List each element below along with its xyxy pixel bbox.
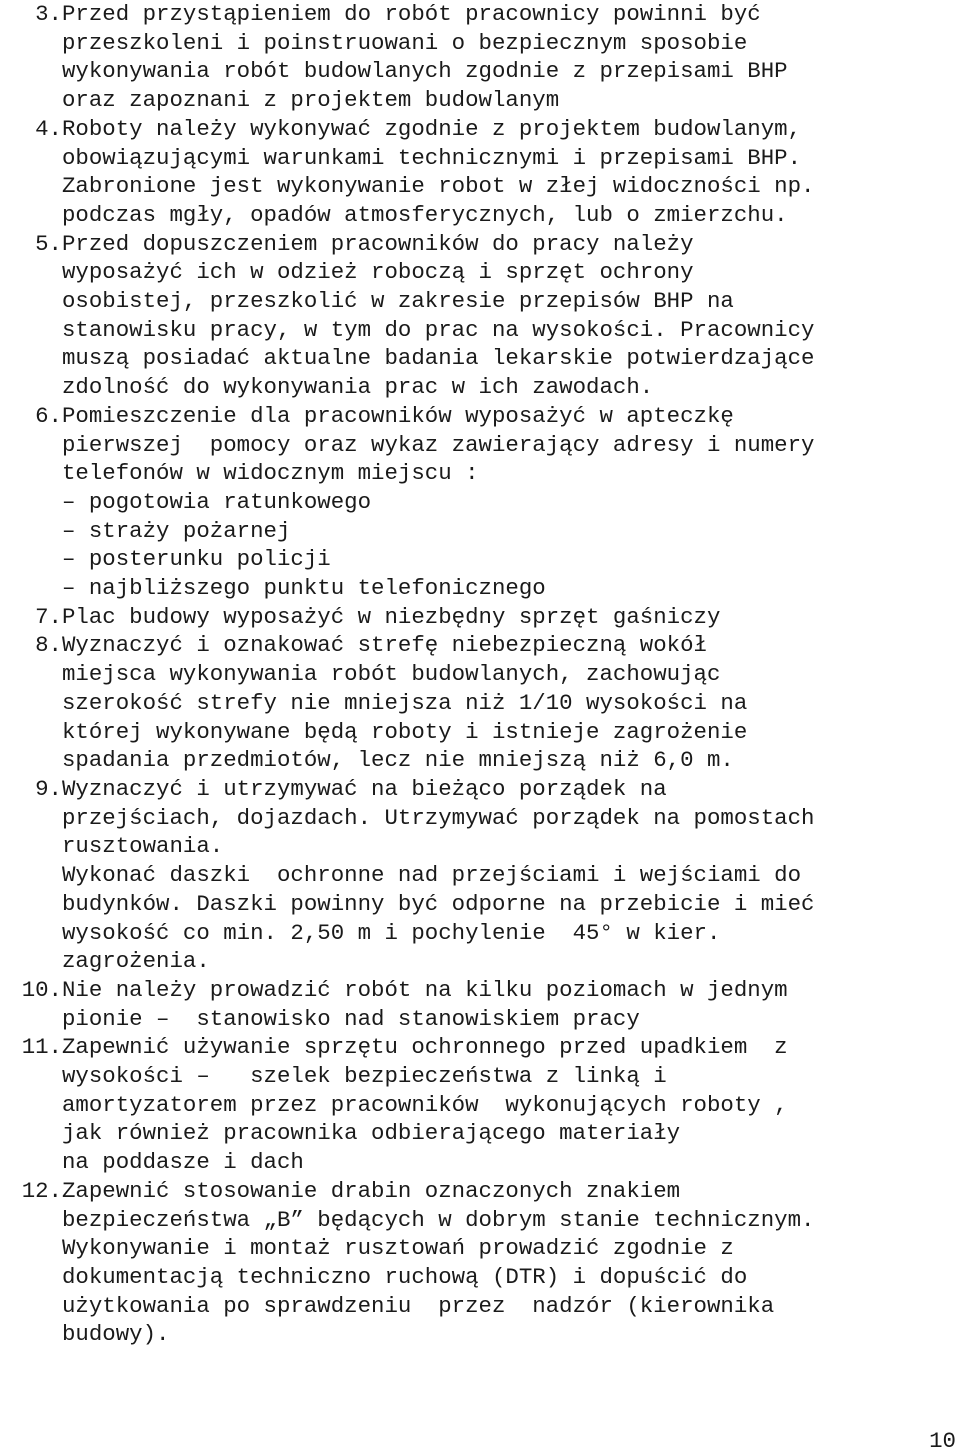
list-item — [0, 0, 960, 115]
text-line: Pomieszczenie dla pracowników wyposażyć w apteczkę — [62, 402, 734, 429]
text-line: Plac budowy wyposażyć w niezbędny sprzęt gaśniczy — [62, 603, 721, 630]
text-line: użytkowania po sprawdzeniu przez nadzór (kierownika — [62, 1292, 775, 1319]
text-line: Zabronione jest wykonywanie robot w złej widoczności np. — [62, 173, 815, 200]
text-line: pionie – stanowisko nad stanowiskiem pracy — [62, 1005, 640, 1032]
text-line: muszą posiadać aktualne badania lekarskie potwierdzające — [62, 345, 815, 372]
text-line: Wykonać daszki ochronne nad przejściami i wejściami do — [62, 862, 802, 889]
text-line: której wykonywane będą roboty i istnieje zagrożenie — [62, 718, 748, 745]
sub-list-item: – najbliższego punktu telefonicznego — [62, 575, 546, 602]
text-line: obowiązującymi warunkami technicznymi i przepisami BHP. — [62, 144, 802, 171]
list-item — [0, 603, 960, 632]
list-item — [0, 775, 960, 976]
text-line: oraz zapoznani z projektem budowlanym — [62, 87, 560, 114]
text-line: Nie należy prowadzić robót na kilku poziomach w jednym — [62, 976, 788, 1003]
text-line: stanowisku pracy, w tym do prac na wysokości. Pracownicy — [62, 316, 815, 343]
text-line: jak również pracownika odbierającego materiały — [62, 1120, 681, 1147]
item-text — [62, 1177, 960, 1349]
item-number: 11. — [21, 1034, 62, 1061]
item-number: 12. — [21, 1177, 62, 1204]
item-text — [62, 115, 960, 230]
text-line: wyposażyć ich w odzież roboczą i sprzęt ochrony — [62, 259, 694, 286]
item-text — [62, 603, 960, 632]
text-line: pierwszej pomocy oraz wykaz zawierający adresy i numery — [62, 431, 815, 458]
item-text — [62, 0, 960, 115]
text-line: telefonów w widocznym miejscu : — [62, 460, 479, 487]
item-number: 5. — [35, 230, 62, 257]
item-number: 3. — [35, 1, 62, 27]
list-item — [0, 115, 960, 230]
text-line: Wyznaczyć i oznakować strefę niebezpieczną wokół — [62, 632, 707, 659]
item-text — [62, 230, 960, 402]
text-line: wysokość co min. 2,50 m i pochylenie 45° w kier. — [62, 919, 721, 946]
text-line: przejściach, dojazdach. Utrzymywać porządek na pomostach — [62, 804, 815, 831]
item-text — [62, 775, 960, 976]
sub-list-item: – straży pożarnej — [62, 517, 291, 544]
item-number: 6. — [35, 402, 62, 429]
text-line: budynków. Daszki powinny być odporne na przebicie i mieć — [62, 890, 815, 917]
text-line: przeszkoleni i poinstruowani o bezpiecznym sposobie — [62, 29, 748, 56]
text-line: wysokości – szelek bezpieczeństwa z linką i — [62, 1063, 667, 1090]
sub-list-item: – posterunku policji — [62, 546, 331, 573]
page-number: 10 — [929, 1428, 956, 1454]
text-line: Przed przystąpieniem do robót pracownicy powinni być — [62, 1, 761, 27]
text-line: amortyzatorem przez pracowników wykonujących roboty , — [62, 1091, 788, 1118]
text-line: rusztowania. — [62, 833, 224, 860]
item-text — [62, 1033, 960, 1177]
text-line: na poddasze i dach — [62, 1149, 304, 1176]
sub-list-item: – pogotowia ratunkowego — [62, 488, 372, 515]
item-number: 10. — [21, 976, 62, 1003]
text-line: Wykonywanie i montaż rusztowań prowadzić zgodnie z — [62, 1235, 734, 1262]
text-line: Wyznaczyć i utrzymywać na bieżąco porządek na — [62, 775, 667, 802]
text-line: Roboty należy wykonywać zgodnie z projektem budowlanym, — [62, 115, 802, 142]
text-line: wykonywania robót budowlanych zgodnie z przepisami BHP — [62, 58, 788, 85]
list-item — [0, 1033, 960, 1177]
item-text — [62, 976, 960, 1033]
item-text — [62, 631, 960, 775]
text-line: dokumentacją techniczno ruchową (DTR) i dopuścić do — [62, 1263, 748, 1290]
text-line: miejsca wykonywania robót budowlanych, zachowując — [62, 661, 721, 688]
text-line: spadania przedmiotów, lecz nie mniejszą niż 6,0 m. — [62, 747, 734, 774]
item-number: 8. — [35, 632, 62, 659]
item-number: 4. — [35, 115, 62, 142]
text-line: osobistej, przeszkolić w zakresie przepisów BHP na — [62, 288, 734, 315]
item-number: 7. — [35, 603, 62, 630]
item-text — [62, 402, 960, 603]
list-item — [0, 976, 960, 1033]
text-line: Zapewnić używanie sprzętu ochronnego przed upadkiem z — [62, 1034, 788, 1061]
list-item — [0, 230, 960, 402]
text-line: budowy). — [62, 1321, 170, 1348]
text-line: zdolność do wykonywania prac w ich zawodach. — [62, 374, 654, 401]
list-item — [0, 631, 960, 775]
list-item — [0, 1177, 960, 1349]
text-line: podczas mgły, opadów atmosferycznych, lub o zmierzchu. — [62, 201, 788, 228]
text-line: szerokość strefy nie mniejsza niż 1/10 wysokości na — [62, 689, 748, 716]
text-line: bezpieczeństwa „B” będących w dobrym stanie technicznym. — [62, 1206, 815, 1233]
list-item — [0, 402, 960, 603]
text-line: Przed dopuszczeniem pracowników do pracy należy — [62, 230, 694, 257]
item-number: 9. — [35, 775, 62, 802]
text-line: Zapewnić stosowanie drabin oznaczonych znakiem — [62, 1177, 681, 1204]
text-line: zagrożenia. — [62, 948, 210, 975]
